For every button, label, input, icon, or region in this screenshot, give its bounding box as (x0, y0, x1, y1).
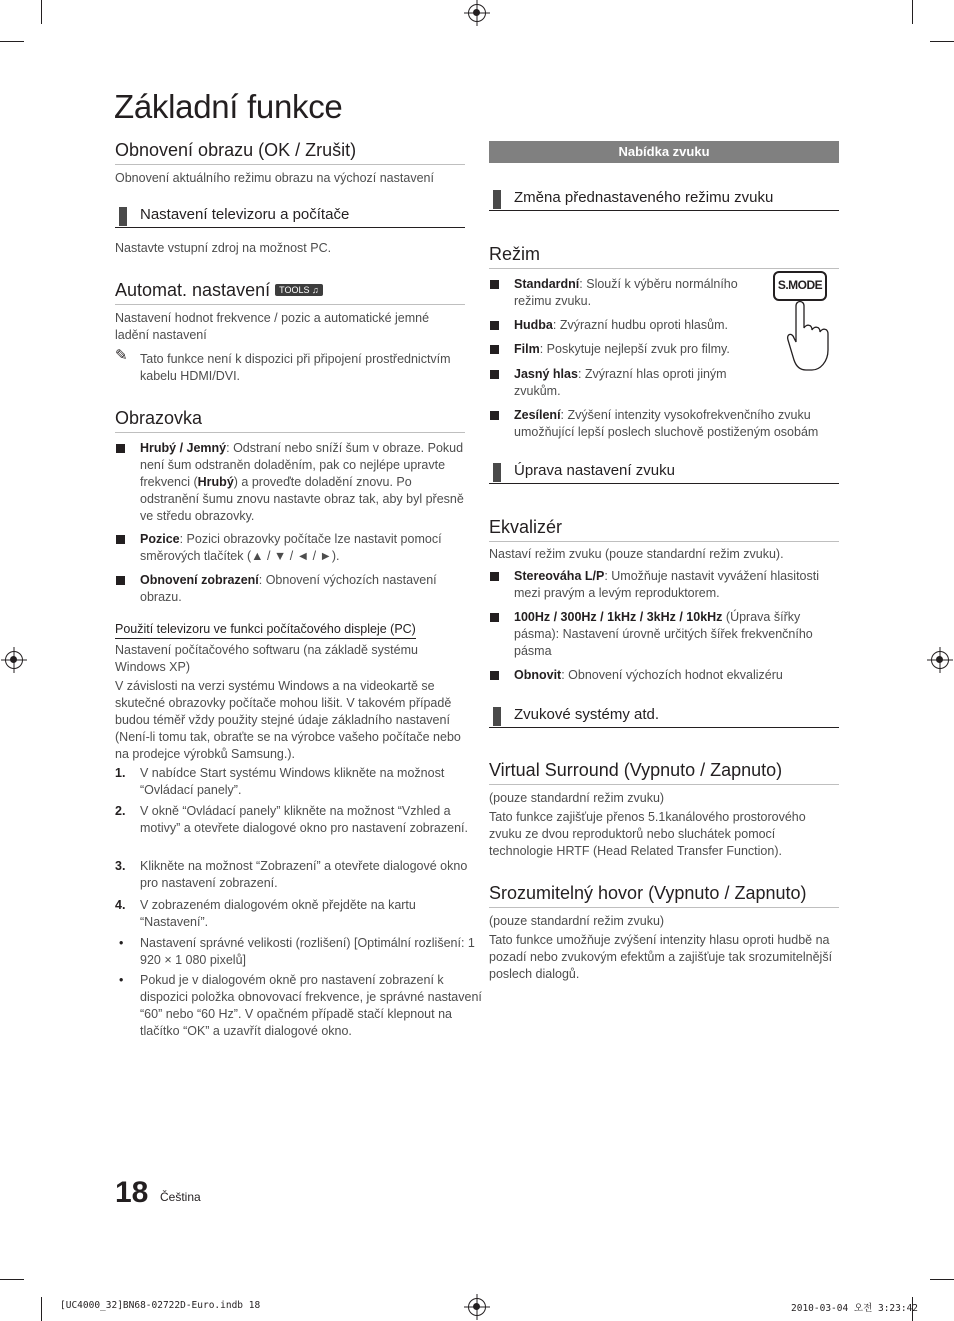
step-item: 2. V okně “Ovládací panely” klikněte na možnost “Vzhled a motivy” a otevřete dialogové okno pro nastavení zobrazení. (115, 804, 468, 835)
subsection-heading-pc-display: Použití televizoru ve funkci počítačového displeje (PC) (115, 622, 416, 639)
subsection-heading-sound-adjust: Úprava nastavení zvuku (489, 462, 839, 484)
section-note: (pouze standardní režim zvuku) (489, 791, 665, 805)
section-heading-virtual-surround: Virtual Surround (Vypnuto / Zapnuto) (489, 760, 839, 785)
section-text: Nastaví režim zvuku (pouze standardní režim zvuku). (489, 547, 784, 561)
section-text: Nastavení počítačového softwaru (na základě systému Windows XP) (115, 643, 418, 674)
smode-button-label: S.MODE (777, 278, 823, 292)
page-title: Základní funkce (114, 88, 343, 125)
page-language: Čeština (160, 1190, 201, 1204)
section-heading-auto-adjust (115, 280, 465, 305)
print-file-info: [UC4000_32]BN68-02722D-Euro.indb 18 (60, 1300, 261, 1311)
section-heading-dialog-clarity: Srozumitelný hovor (Vypnuto / Zapnuto) (489, 883, 839, 908)
bullet-item: • Pokud je v dialogovém okně pro nastavení zobrazení k dispozici položka obnovovací frekvence, je správné nastavení “60” nebo “60 Hz”. V opačném případě stačí klepnout na tlačítko “OK” a uzavřít dialogové okno. (115, 972, 485, 1040)
list-item: Pozice: Pozici obrazovky počítače lze nastavit pomocí směrových tlačítek (▲ / ▼ / ◄ / ►). (115, 531, 465, 565)
print-date-info: 2010-03-04 오전 3:23:42 (791, 1303, 919, 1314)
note-text: Tato funkce není k dispozici při připojení prostřednictvím kabelu HDMI/DVI. (140, 352, 451, 383)
section-text: V závislosti na verzi systému Windows a na videokartě se skutečné obrazovky počítače mohou lišit. V takovém případě budou téměř vždy použity stejné údaje základního nastavení (Není-li tomu tak, obraťte se na výrobce vašeho počítače nebo na prodejce výrobků Samsung.). (115, 679, 461, 761)
crop-mark (930, 1279, 954, 1280)
section-heading-equalizer: Ekvalizér (489, 517, 839, 542)
crop-mark (41, 1297, 42, 1321)
section-heading-picture-reset: Obnovení obrazu (OK / Zrušit) (115, 140, 465, 165)
crop-mark (0, 41, 24, 42)
section-heading-mode: Režim (489, 244, 839, 269)
sound-menu-bar: Nabídka zvuku (489, 141, 839, 163)
section-text: Nastavení hodnot frekvence / pozic a automatické jemné ladění nastavení (115, 311, 430, 342)
subsection-heading-pc-setup: Nastavení televizoru a počítače (115, 206, 465, 228)
list-item: Film: Poskytuje nejlepší zvuk pro filmy. (489, 341, 764, 358)
crop-mark (41, 0, 42, 24)
section-heading-screen: Obrazovka (115, 408, 465, 433)
list-item: Obnovení zobrazení: Obnovení výchozích nastavení obrazu. (115, 572, 465, 606)
subsection-heading-sound-systems: Zvukové systémy atd. (489, 706, 839, 728)
crop-mark (0, 1279, 24, 1280)
step-item: 4. V zobrazeném dialogovém okně přejděte na kartu “Nastavení”. (115, 898, 416, 929)
list-item: 100Hz / 300Hz / 1kHz / 3kHz / 10kHz (Úprava šířky pásma): Nastavení úrovně určitých šířek frekvenčního pásma (489, 609, 839, 660)
section-text: Tato funkce umožňuje zvýšení intenzity hlasu oproti hudbě na pozadí nebo zvukovým efektům a zajišťuje tak srozumitelnější poslech dialogů. (489, 933, 833, 981)
registration-mark-icon (468, 1298, 486, 1316)
section-text: Obnovení aktuálního režimu obrazu na výchozí nastavení (115, 171, 434, 185)
crop-mark (912, 0, 913, 24)
registration-mark-icon (931, 651, 949, 669)
list-item: Standardní: Slouží k výběru normálního režimu zvuku. (489, 276, 764, 310)
list-item: Hrubý / Jemný: Odstraní nebo sníží šum v obraze. Pokud není šum odstraněn doladěním, pak co nejlépe upravte frekvenci (Hrubý) a proveďte doladění znovu. Po odstranění šumu znovu nastavte obraz tak, aby byl přesně ve středu obrazovky. (115, 440, 465, 525)
smode-remote-illustration (772, 270, 840, 374)
list-item: Jasný hlas: Zvýrazní hlas oproti jiným zvukům. (489, 366, 744, 400)
note-pencil-icon: ✎ (115, 347, 128, 364)
page-number: 18 (115, 1176, 149, 1209)
list-item: Hudba: Zvýrazní hudbu oproti hlasům. (489, 317, 764, 334)
registration-mark-icon (5, 651, 23, 669)
list-item: Zesílení: Zvýšení intenzity vysokofrekvenčního zvuku umožňující lepší poslech sluchově postiženým osobám (489, 407, 859, 441)
bullet-item: • Nastavení správné velikosti (rozlišení) [Optimální rozlišení: 1 920 × 1 080 pixelů] (115, 935, 490, 969)
subsection-heading-preset-sound: Změna přednastaveného režimu zvuku (489, 189, 839, 211)
crop-mark (930, 41, 954, 42)
registration-mark-icon (468, 4, 486, 22)
auto-adjust-title: Automat. nastavení (115, 280, 271, 300)
list-item: Stereováha L/P: Umožňuje nastavit vyvážení hlasitosti mezi pravým a levým reproduktorem. (489, 568, 839, 602)
step-item: 3. Klikněte na možnost “Zobrazení” a otevřete dialogové okno pro nastavení zobrazení. (115, 859, 468, 890)
section-text: Tato funkce zajišťuje přenos 5.1kanálového prostorového zvuku ze dvou reproduktorů nebo sluchátek pomocí technologie HRTF (Head Related Transfer Function). (489, 810, 806, 858)
list-item: Obnovit: Obnovení výchozích hodnot ekvalizéru (489, 667, 839, 684)
section-note: (pouze standardní režim zvuku) (489, 914, 665, 928)
section-text: Nastavte vstupní zdroj na možnost PC. (115, 241, 332, 255)
step-item: 1. V nabídce Start systému Windows klikněte na možnost “Ovládací panely”. (115, 766, 445, 797)
tools-button-icon: TOOLS ♫ (275, 284, 323, 296)
